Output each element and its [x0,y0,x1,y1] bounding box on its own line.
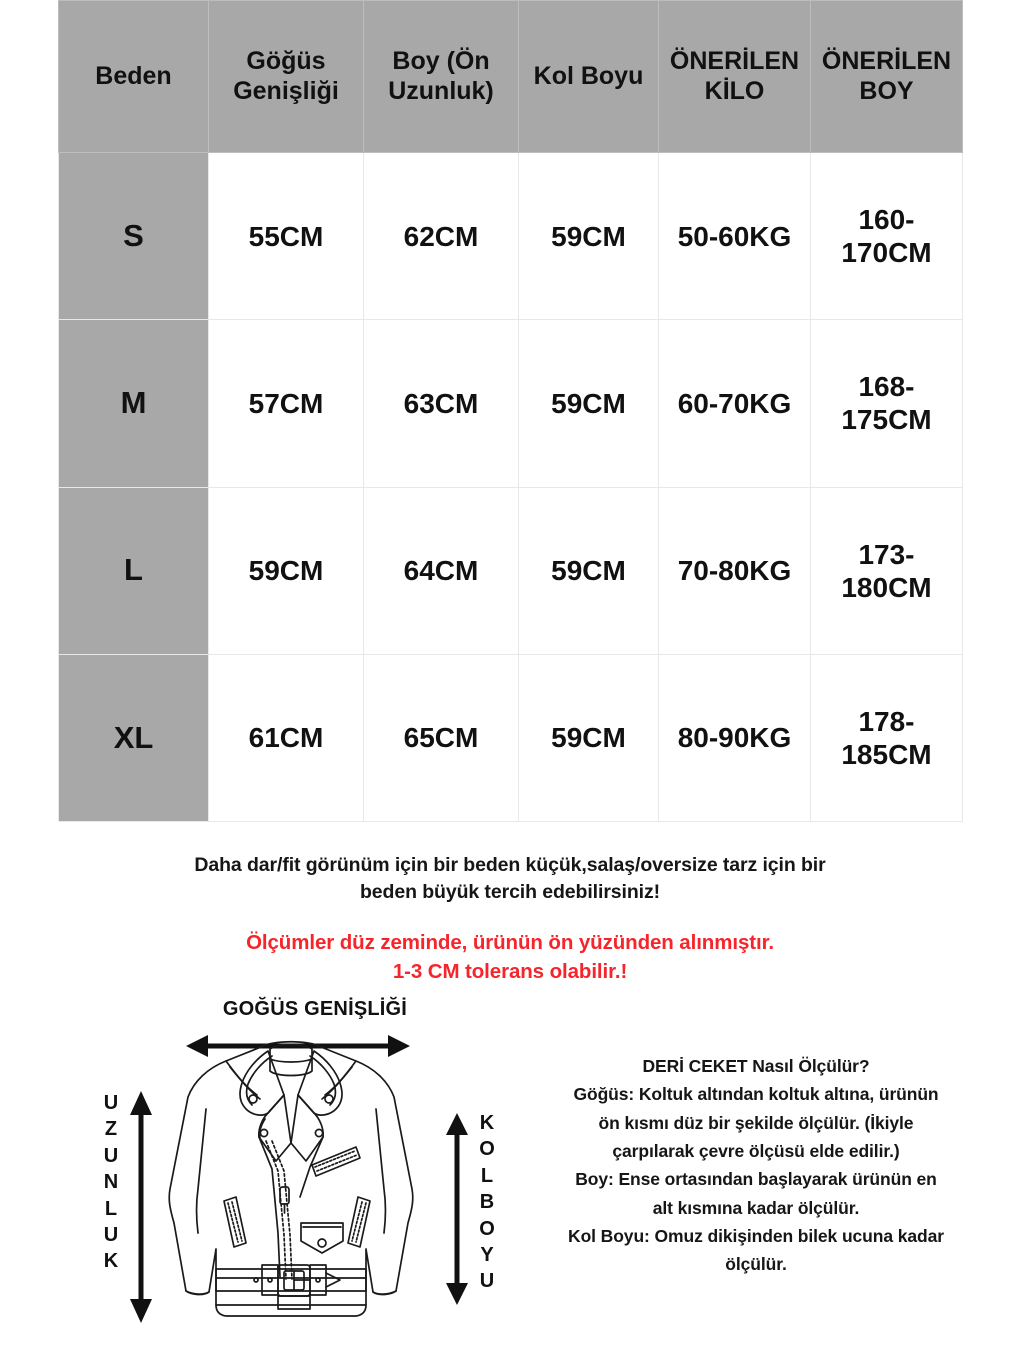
fit-advice-line-1: Daha dar/fit görünüm için bir beden küçük,salaş/oversize tarz için bir [194,854,826,876]
cell-size: XL [59,654,209,821]
how-to-measure-line: Kol Boyu: Omuz dikişinden bilek ucuna kadar [568,1226,944,1247]
chest-width-label-text: GOĞÜS GENİŞLİĞİ [222,998,408,1020]
measurement-diagram [0,995,520,1360]
column-header-gogus-genisligi: Göğüs Genişliği [209,1,364,153]
column-header-boy-on-uzunluk: Boy (Ön Uzunluk) [364,1,519,153]
table-row [59,487,963,654]
cell-chest: 57CM [209,320,364,487]
cell-size: S [59,153,209,320]
cell-height: 160-170CM [811,153,963,320]
how-to-measure-line: Göğüs: Koltuk altından koltuk altına, ürünün [573,1084,939,1105]
how-to-measure-title: DERİ CEKET Nasıl Ölçülür? [642,1056,870,1076]
fit-advice-line-2: beden büyük tercih edebilirsiniz! [359,880,661,903]
length-label: U Z U N L U K [103,1092,119,1273]
cell-size: M [59,320,209,487]
cell-sleeve: 59CM [519,654,659,821]
tolerance-line-1: Ölçümler düz zeminde, ürünün ön yüzünden alınmıştır. [246,931,774,954]
cell-weight: 80-90KG [659,654,811,821]
cell-height: 178-185CM [811,654,963,821]
cell-sleeve: 59CM [519,487,659,654]
cell-chest: 61CM [209,654,364,821]
cell-chest: 55CM [209,153,364,320]
table-row [59,153,963,320]
how-to-measure-line: Boy: Ense ortasından başlayarak ürünün en [575,1169,937,1190]
cell-length: 62CM [364,153,519,320]
sleeve-length-label: K O L B O Y U [479,1112,495,1293]
chest-width-label [150,998,480,1021]
tolerance-line-2: 1-3 CM tolerans olabilir.! [392,960,628,984]
size-chart-table-container [58,0,962,822]
how-to-measure-info [516,1052,996,1279]
how-to-measure-line: ölçülür. [725,1254,787,1275]
table-row [59,654,963,821]
sleeve-length-arrow-icon [444,1113,470,1305]
leather-jacket-illustration [160,1037,422,1355]
fit-advice-note [90,852,930,906]
column-header-beden: Beden [59,1,209,153]
table-header [59,1,963,153]
table-header-row [59,1,963,153]
cell-weight: 60-70KG [659,320,811,487]
table-row [59,320,963,487]
cell-length: 65CM [364,654,519,821]
table-body [59,153,963,822]
cell-sleeve: 59CM [519,320,659,487]
column-header-kol-boyu: Kol Boyu [519,1,659,153]
cell-chest: 59CM [209,487,364,654]
cell-height: 168-175CM [811,320,963,487]
cell-height: 173-180CM [811,487,963,654]
length-arrow-icon [128,1091,154,1323]
cell-weight: 70-80KG [659,487,811,654]
cell-weight: 50-60KG [659,153,811,320]
measurement-tolerance-note [90,928,930,986]
column-header-onerilen-boy: ÖNERİLEN BOY [811,1,963,153]
cell-sleeve: 59CM [519,153,659,320]
size-chart-table [58,0,963,822]
how-to-measure-line: ön kısmı düz bir şekilde ölçülür. (İkiyle [598,1112,914,1133]
how-to-measure-line: alt kısmına kadar ölçülür. [652,1197,860,1218]
cell-length: 63CM [364,320,519,487]
cell-length: 64CM [364,487,519,654]
how-to-measure-line: çarpılarak çevre ölçüsü elde edilir.) [612,1141,900,1162]
cell-size: L [59,487,209,654]
column-header-onerilen-kilo: ÖNERİLEN KİLO [659,1,811,153]
